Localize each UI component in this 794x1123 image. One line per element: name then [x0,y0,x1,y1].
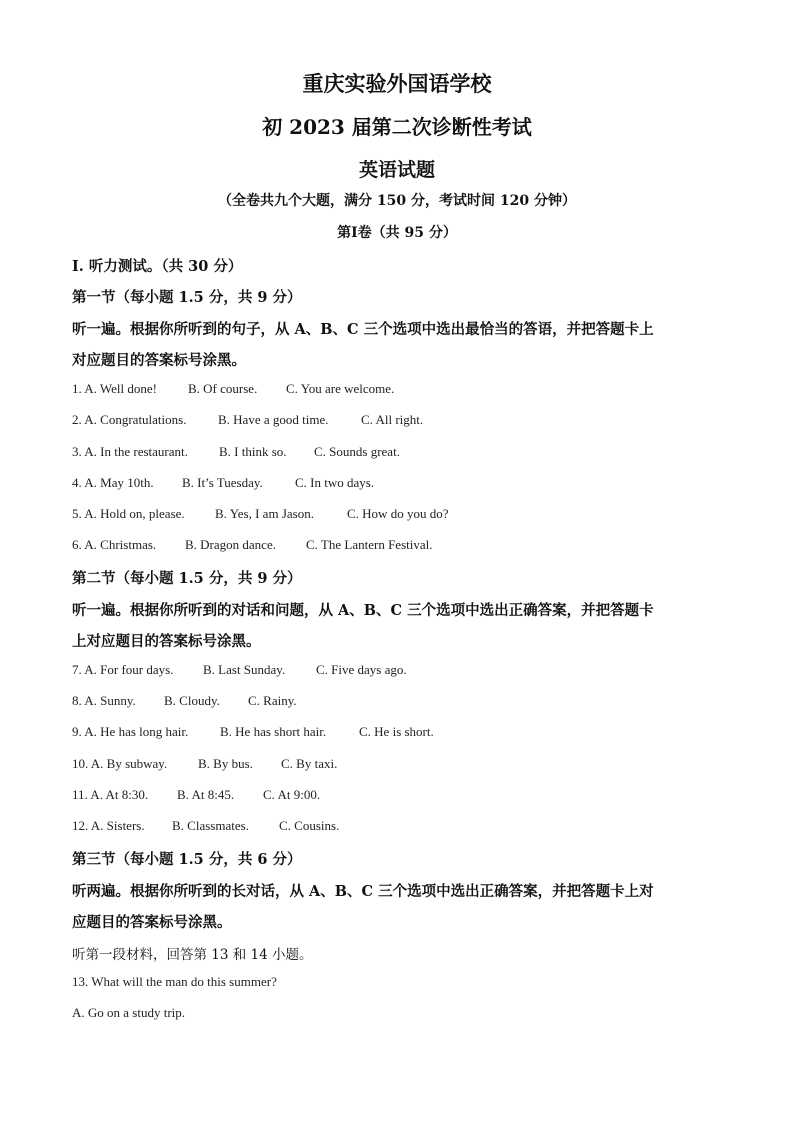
option-b: B. He has short hair. [220,724,327,739]
option-b: B. Cloudy. [164,693,220,708]
option-c: C. In two days. [295,475,375,490]
option-a: 9. A. He has long hair. [72,724,189,739]
volume-title: 第Ⅰ卷（共 95 分） [337,225,457,241]
option-a: 3. A. In the restaurant. [72,444,188,459]
question-item [72,756,337,772]
option-a: 2. A. Congratulations. [72,412,187,427]
option-b: B. Dragon dance. [185,537,276,552]
question-item [72,381,394,397]
option-a: 1. A. Well done! [72,381,158,396]
option-c: C. The Lantern Festival. [306,537,433,552]
section1-instruction-2: 对应题目的答案标号涂黑。 [72,352,246,369]
section1-heading: 第一节（每小题 1.5 分，共 9 分） [72,289,302,306]
section3-heading: 第三节（每小题 1.5 分，共 6 分） [72,851,302,868]
part1-heading: Ⅰ. 听力测试。（共 30 分） [72,258,243,275]
option-b: B. Last Sunday. [203,662,286,677]
question-item [72,693,297,709]
option-c: C. He is short. [359,724,434,739]
section2-heading: 第二节（每小题 1.5 分，共 9 分） [72,570,302,587]
option-a: 12. A. Sisters. [72,818,145,833]
option-b: B. Of course. [188,381,258,396]
option-c: C. Five days ago. [316,662,407,677]
question-13-option-a: A. Go on a study trip. [72,1005,186,1020]
section3-instruction-2: 应题目的答案标号涂黑。 [72,914,232,931]
question-item [72,412,423,428]
option-b: B. At 8:45. [177,787,235,802]
option-c: C. By taxi. [281,756,338,771]
option-a: 7. A. For four days. [72,662,174,677]
option-b: B. Classmates. [172,818,249,833]
option-c: C. You are welcome. [286,381,395,396]
question-item [72,537,432,553]
material-note: 听第一段材料，回答第 13 和 14 小题。 [72,947,313,963]
question-13: 13. What will the man do this summer? [72,974,277,989]
option-a: 4. A. May 10th. [72,475,154,490]
exam-info: （全卷共九个大题，满分 150 分，考试时间 120 分钟） [218,193,576,209]
question-item [72,444,400,460]
question-item [72,818,339,834]
subject-title: 英语试题 [358,159,435,181]
option-b: B. Yes, I am Jason. [215,506,314,521]
section2-instruction-2: 上对应题目的答案标号涂黑。 [72,633,261,650]
option-c: C. Sounds great. [314,444,400,459]
option-a: 8. A. Sunny. [72,693,136,708]
question-item [72,506,448,522]
option-a: 6. A. Christmas. [72,537,157,552]
option-b: B. It’s Tuesday. [182,475,263,490]
option-c: C. Cousins. [279,818,340,833]
section3-instruction-1: 听两遍。根据你所听到的长对话，从 A、B、C 三个选项中选出正确答案，并把答题卡上对 [72,883,654,900]
school-title: 重庆实验外国语学校 [302,71,492,96]
question-item [72,724,434,740]
section1-instruction-1: 听一遍。根据你所听到的句子，从 A、B、C 三个选项中选出最恰当的答语，并把答题卡上 [72,321,654,338]
option-c: C. How do you do? [347,506,449,521]
option-c: C. Rainy. [248,693,297,708]
exam-title: 初 2023 届第二次诊断性考试 [262,115,532,139]
option-b: B. By bus. [198,756,253,771]
option-b: B. Have a good time. [218,412,329,427]
option-a: 10. A. By subway. [72,756,168,771]
option-c: C. All right. [361,412,424,427]
option-a: 5. A. Hold on, please. [72,506,185,521]
option-c: C. At 9:00. [263,787,321,802]
question-item [72,475,374,491]
question-item [72,787,320,803]
option-a: 11. A. At 8:30. [72,787,149,802]
option-b: B. I think so. [219,444,287,459]
question-item [72,662,407,678]
section2-instruction-1: 听一遍。根据你所听到的对话和问题，从 A、B、C 三个选项中选出正确答案，并把答题卡 [72,602,654,619]
